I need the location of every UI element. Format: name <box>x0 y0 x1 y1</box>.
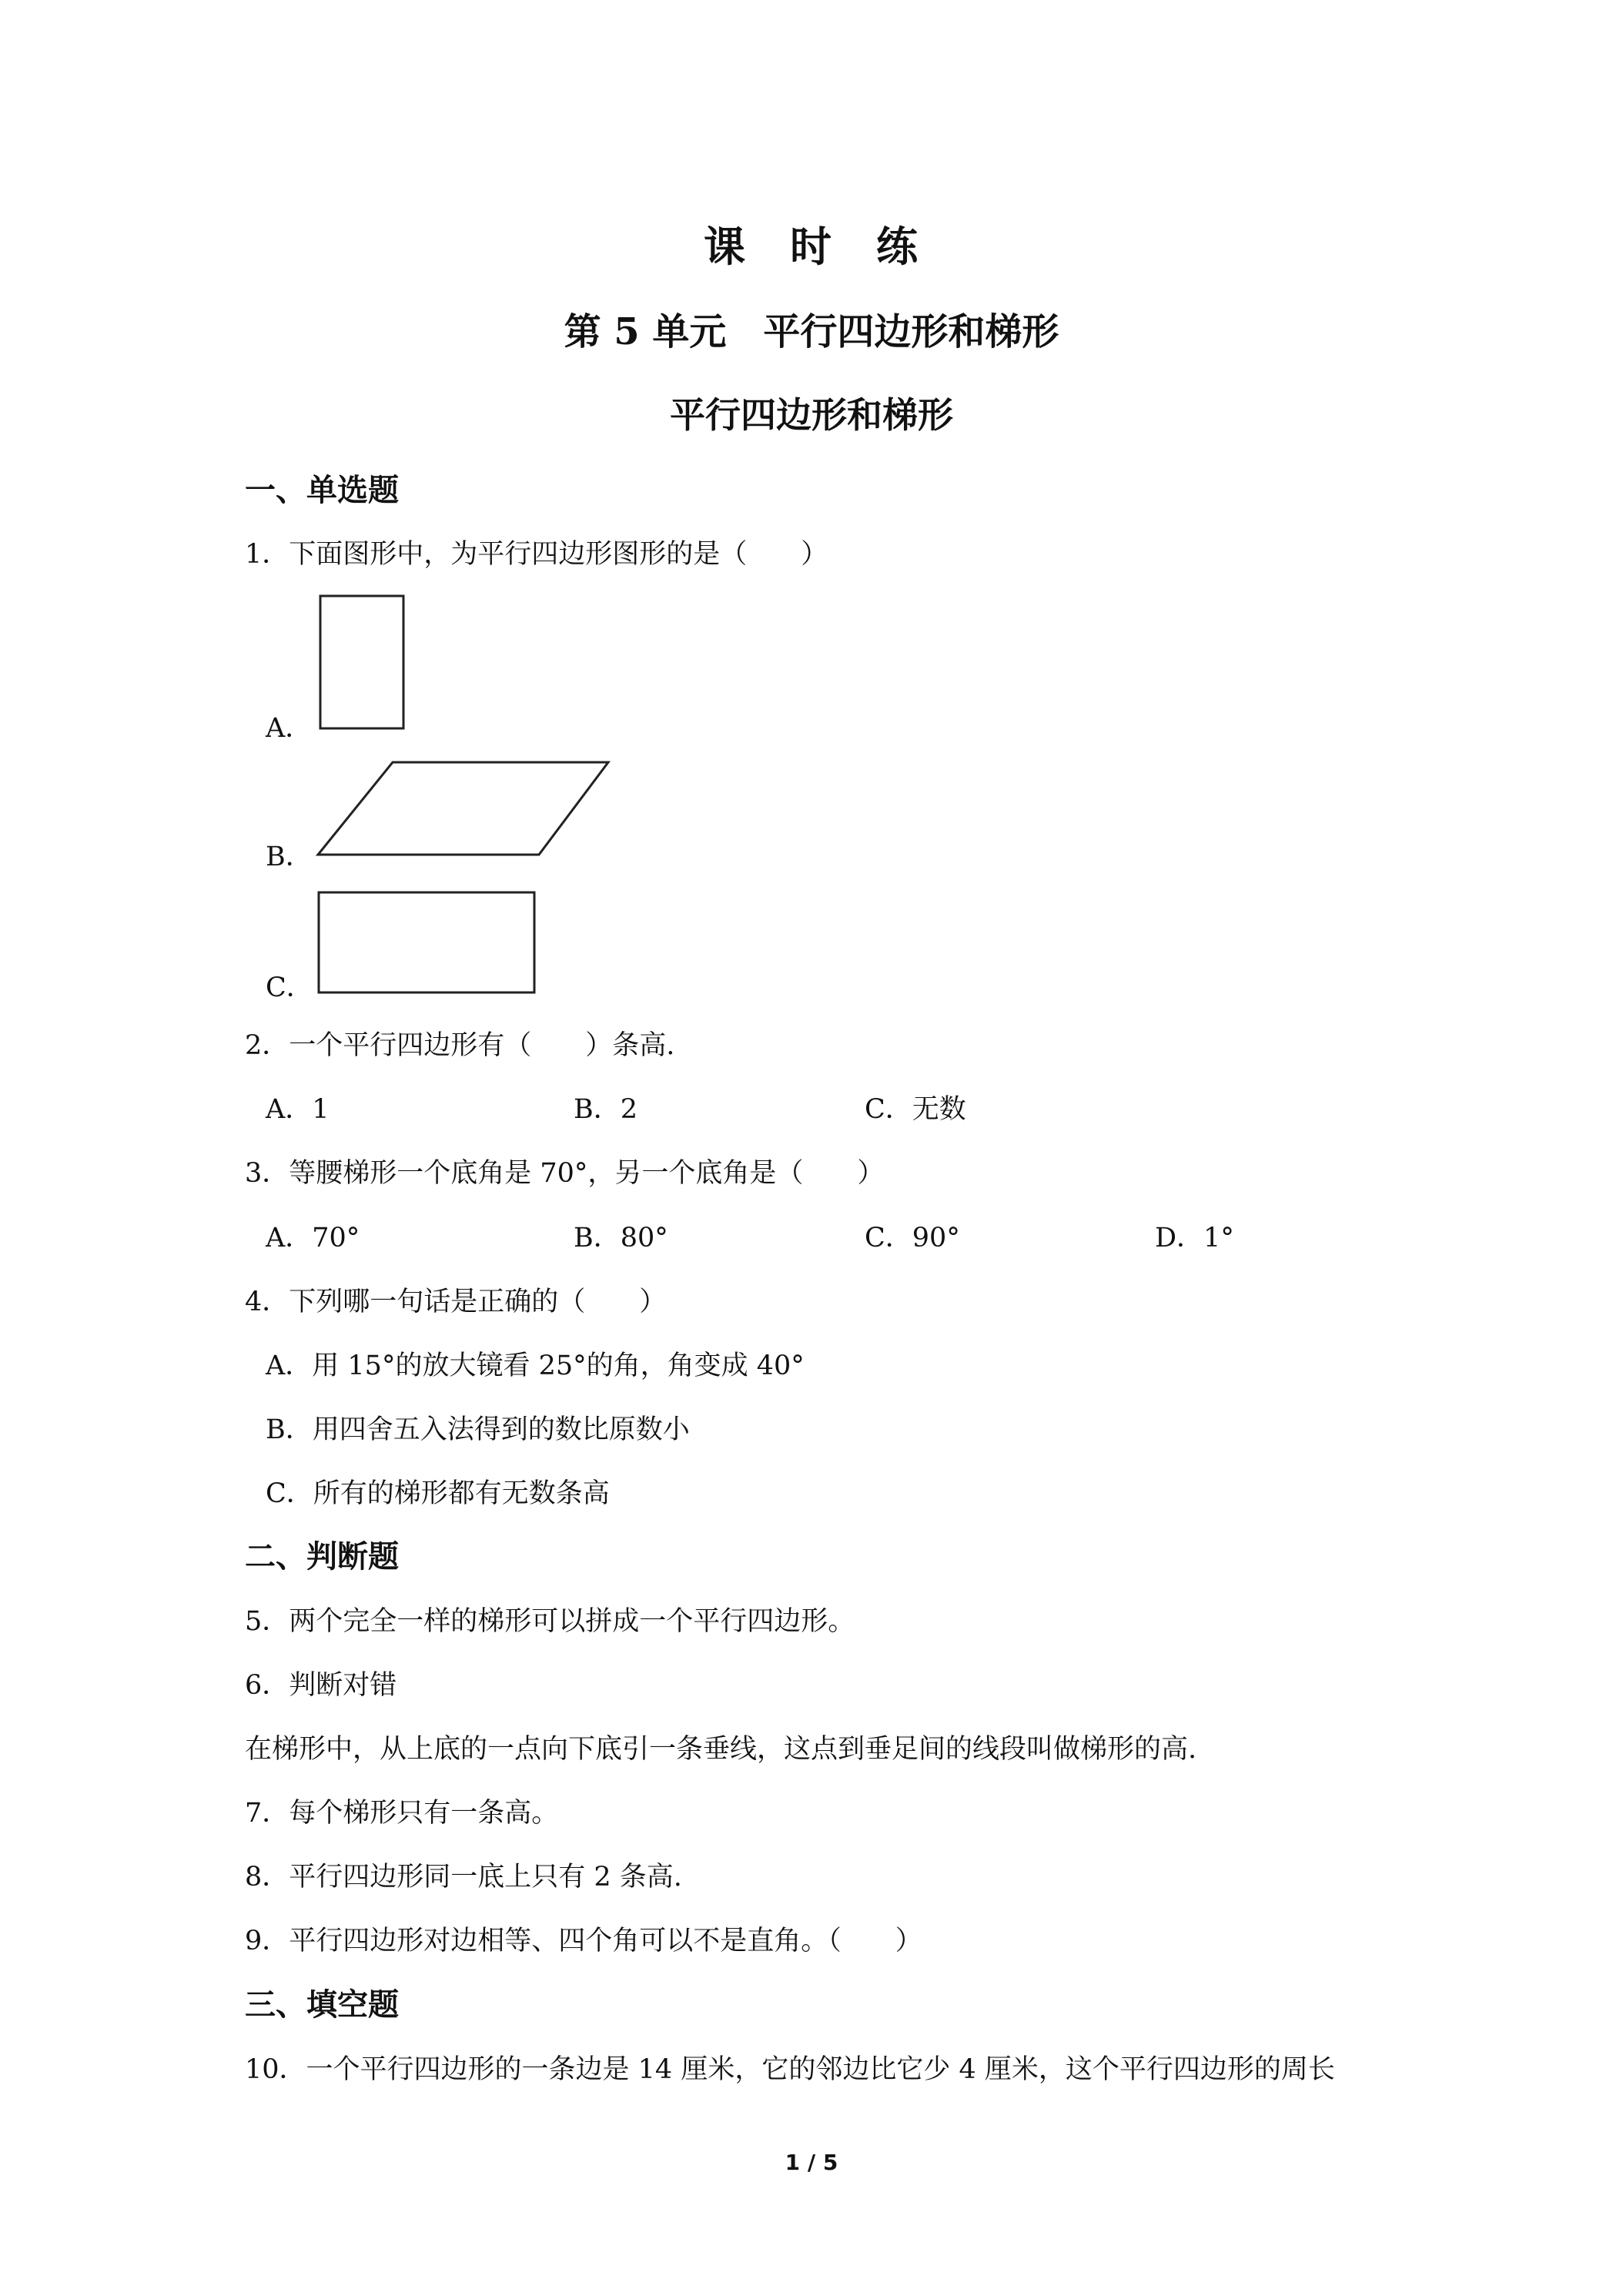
question-5: 5．两个完全一样的梯形可以拼成一个平行四边形。 <box>245 1606 855 1637</box>
unit-title: 第 5 单元 平行四边形和梯形 <box>564 310 1059 353</box>
question-10: 10．一个平行四边形的一条边是 14 厘米，它的邻边比它少 4 厘米，这个平行四边形的周长 <box>245 2054 1335 2085</box>
page-number: 1 / 5 <box>785 2150 838 2175</box>
section-true-false: 二、判断题 <box>245 1538 399 1575</box>
question-6-statement: 在梯形中，从上底的一点向下底引一条垂线，这点到垂足间的线段叫做梯形的高. <box>245 1734 1197 1765</box>
q3-option-b: B．80° <box>574 1223 668 1253</box>
question-2: 2．一个平行四边形有（ ）条高. <box>245 1030 675 1061</box>
question-9: 9．平行四边形对边相等、四个角可以不是直角。（ ） <box>245 1926 922 1956</box>
q2-option-c: C．无数 <box>865 1094 966 1125</box>
q1-option-a-label: A． <box>266 713 313 744</box>
q4-option-c: C．所有的梯形都有无数条高 <box>266 1478 610 1509</box>
q1-figure-a-rectangle <box>317 593 410 731</box>
q4-option-a: A．用 15°的放大镜看 25°的角，角变成 40° <box>266 1350 805 1381</box>
q3-option-d: D．1° <box>1155 1223 1234 1253</box>
q4-option-b: B．用四舍五入法得到的数比原数小 <box>266 1414 690 1445</box>
q2-option-a: A．1 <box>266 1094 330 1125</box>
question-1: 1．下面图形中，为平行四边形图形的是（ ） <box>245 539 828 570</box>
q2-option-b: B．2 <box>574 1094 637 1125</box>
section-fill-blank: 三、填空题 <box>245 1986 399 2023</box>
q3-option-c: C．90° <box>865 1223 960 1253</box>
q1-option-b-label: B． <box>266 842 313 872</box>
question-8: 8．平行四边形同一底上只有 2 条高. <box>245 1862 682 1893</box>
question-4: 4．下列哪一句话是正确的（ ） <box>245 1287 667 1317</box>
q3-option-a: A．70° <box>266 1223 360 1253</box>
lesson-title: 平行四边形和梯形 <box>670 394 953 436</box>
doc-title: 课 时 练 <box>704 222 919 271</box>
question-3: 3．等腰梯形一个底角是 70°，另一个底角是（ ） <box>245 1158 885 1189</box>
q1-figure-b-parallelogram <box>314 758 614 862</box>
q1-option-c-label: C． <box>266 972 313 1003</box>
question-6: 6．判断对错 <box>245 1670 397 1701</box>
section-single-choice: 一、单选题 <box>245 472 399 508</box>
question-7: 7．每个梯形只有一条高。 <box>245 1798 559 1829</box>
q1-figure-c-rectangle <box>316 889 539 997</box>
